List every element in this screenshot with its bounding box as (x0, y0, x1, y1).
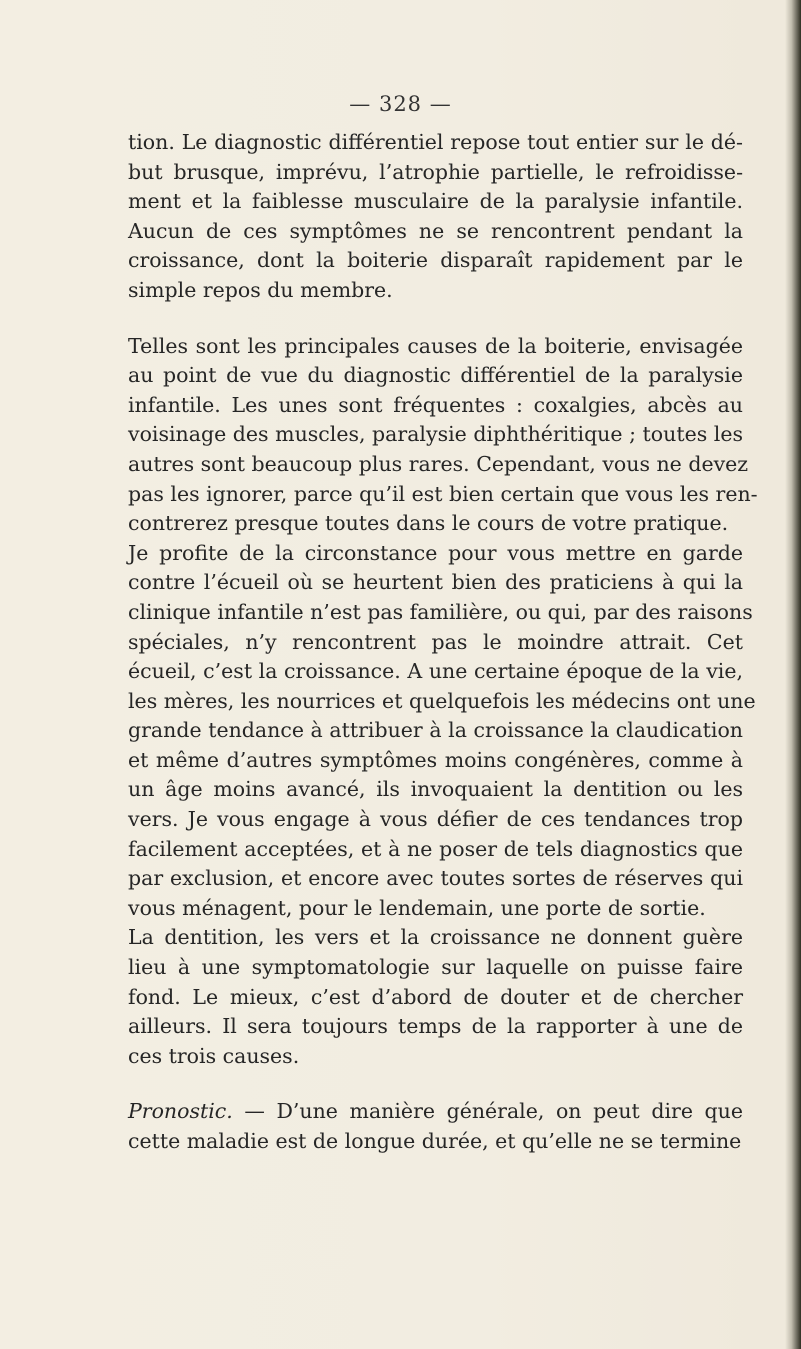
paragraph-diagnostic (128, 128, 743, 306)
text-line: écueil, c’est la croissance. A une certaine époque de la vie, (128, 659, 743, 684)
text-line-rest: — D’une manière générale, on peut dire que (244, 1099, 743, 1124)
text-line: pas les ignorer, parce qu’il est bien certain que vous les ren- (128, 481, 758, 506)
text-line: vers. Je vous engage à vous défier de ces tendances trop (128, 807, 743, 832)
text-line: par exclusion, et encore avec toutes sortes de réserves qui (128, 866, 743, 891)
text-line: grande tendance à attribuer à la croissance la claudication (128, 718, 743, 743)
text-line (128, 1097, 743, 1127)
text-line: contre l’écueil où se heurtent bien des praticiens à qui la (128, 570, 743, 595)
text-line: un âge moins avancé, ils invoquaient la dentition ou les (128, 777, 743, 802)
text-line: tion. Le diagnostic différentiel repose tout entier sur le dé- (128, 130, 743, 154)
paragraph-causes (128, 332, 758, 539)
text-line: spéciales, n’y rencontrent pas le moindre attrait. Cet (128, 629, 743, 654)
text-line: et même d’autres symptômes moins congénères, comme à (128, 747, 743, 772)
text-line: La dentition, les vers et la croissance ne donnent guère (128, 925, 743, 950)
text-line: ces trois causes. (128, 1043, 300, 1068)
text-line: les mères, les nourrices et quelquefois les médecins ont une (128, 688, 756, 713)
text-line: but brusque, imprévu, l’atrophie partielle, le refroidisse- (128, 159, 743, 184)
text-line: ment et la faiblesse musculaire de la paralysie infantile. (128, 189, 743, 214)
paragraph-croissance (128, 539, 756, 924)
text-line: Telles sont les principales causes de la boiterie, envisagée (128, 333, 743, 358)
text-line: facilement acceptées, et à ne poser de tels diagnostics que (128, 836, 743, 861)
paragraph-pronostic (128, 1097, 743, 1156)
text-line: ailleurs. Il sera toujours temps de la rapporter à une de (128, 1014, 743, 1039)
text-line: voisinage des muscles, paralysie diphthéritique ; toutes les (128, 422, 743, 447)
text-line: fond. Le mieux, c’est d’abord de douter et de chercher (128, 984, 743, 1009)
body-text (128, 128, 758, 1157)
section-label-pronostic: Pronostic. (128, 1099, 233, 1124)
text-line: vous ménagent, pour le lendemain, une porte de sortie. (128, 895, 706, 920)
page-edge-shadow (785, 0, 801, 1349)
text-line: simple repos du membre. (128, 277, 393, 302)
page-number: — 328 — (349, 92, 452, 116)
text-line: infantile. Les unes sont fréquentes : coxalgies, abcès au (128, 392, 743, 417)
text-line: Je profite de la circonstance pour vous mettre en garde (128, 540, 743, 565)
text-line: contrerez presque toutes dans le cours de votre pratique. (128, 511, 729, 536)
text-line: cette maladie est de longue durée, et qu’elle ne se termine (128, 1129, 742, 1153)
text-line: lieu à une symptomatologie sur laquelle on puisse faire (128, 955, 743, 980)
paragraph-dentition (128, 923, 743, 1071)
text-line: clinique infantile n’est pas familière, ou qui, par des raisons (128, 599, 753, 624)
text-line: autres sont beaucoup plus rares. Cependant, vous ne devez (128, 451, 749, 476)
text-line: Aucun de ces symptômes ne se rencontrent pendant la (128, 218, 743, 243)
text-line: croissance, dont la boiterie disparaît rapidement par le (128, 248, 743, 273)
text-line: au point de vue du diagnostic différentiel de la paralysie (128, 363, 743, 388)
